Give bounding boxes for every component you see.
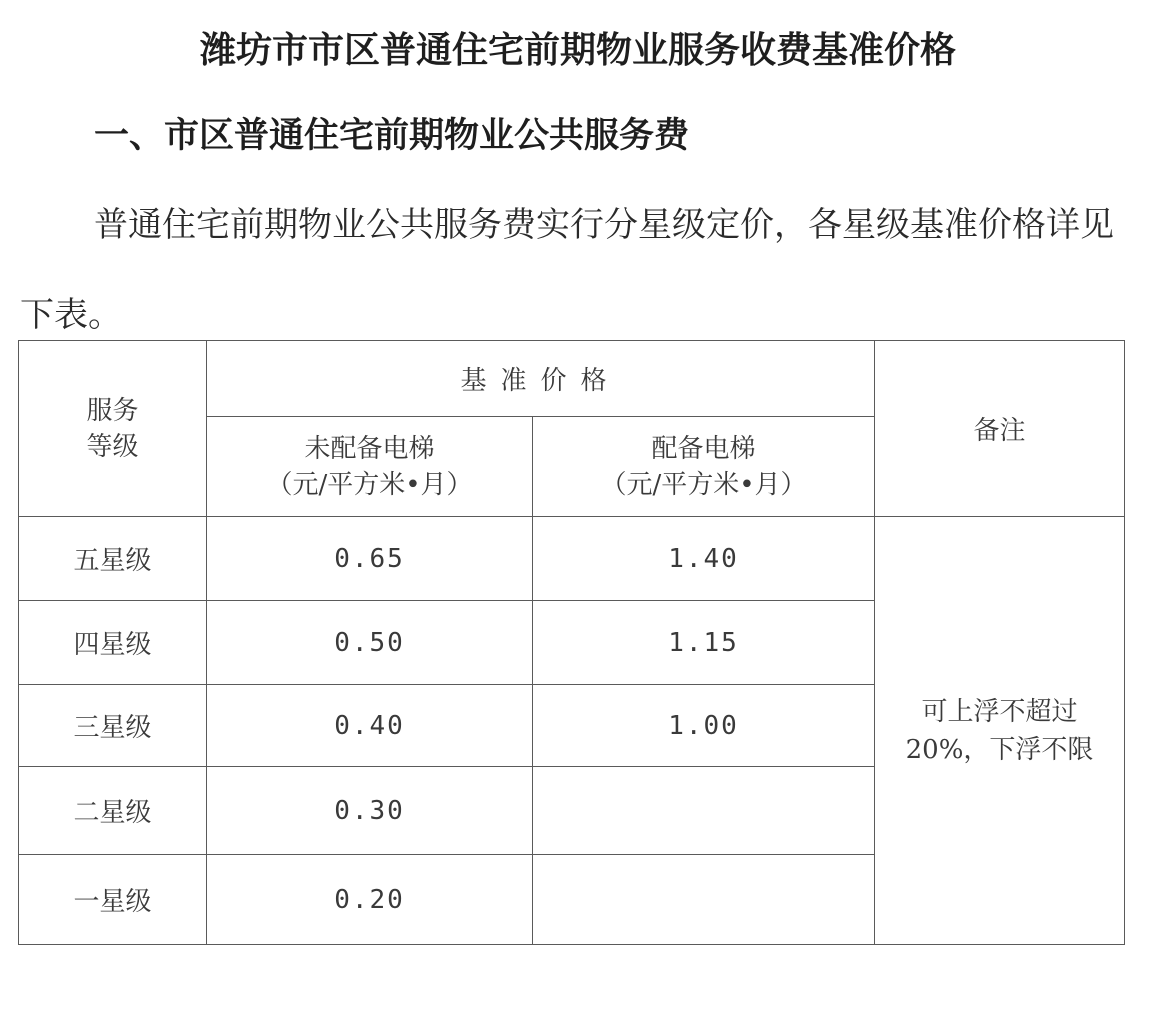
grade-cell: 三星级 xyxy=(19,685,207,767)
section-heading: 一、市区普通住宅前期物业公共服务费 xyxy=(94,115,690,156)
header-with-elevator-line2: （元/平方米•月） xyxy=(600,469,807,500)
intro-paragraph-text: 普通住宅前期物业公共服务费实行分星级定价，各星级基准价格详见下表。 xyxy=(20,205,1114,335)
header-grade-line1: 服务 xyxy=(86,395,139,426)
header-base-price-label: 基准价格 xyxy=(460,366,621,396)
header-with-elevator-line1: 配备电梯 xyxy=(651,433,756,464)
header-grade-line2: 等级 xyxy=(86,431,139,462)
grade-cell: 二星级 xyxy=(19,767,207,855)
header-no-elevator-line1: 未配备电梯 xyxy=(304,433,435,464)
grade-cell: 五星级 xyxy=(19,517,207,601)
document-title: 潍坊市市区普通住宅前期物业服务收费基准价格 xyxy=(199,29,956,71)
with-elevator-price-cell: 1.00 xyxy=(533,685,875,767)
remark-line1: 可上浮不超过 xyxy=(921,696,1078,727)
no-elevator-price-cell: 0.50 xyxy=(207,601,533,685)
header-remark: 备注 xyxy=(875,341,1125,517)
header-no-elevator-line2: （元/平方米•月） xyxy=(266,469,473,500)
with-elevator-price-cell xyxy=(533,767,875,855)
no-elevator-price-cell: 0.65 xyxy=(207,517,533,601)
remark-cell xyxy=(875,517,1125,945)
grade-cell: 四星级 xyxy=(19,601,207,685)
price-table xyxy=(18,340,1125,945)
table-row xyxy=(19,517,1125,601)
with-elevator-price-cell xyxy=(533,855,875,945)
no-elevator-price-cell: 0.40 xyxy=(207,685,533,767)
header-service-grade xyxy=(19,341,207,517)
grade-cell: 一星级 xyxy=(19,855,207,945)
header-no-elevator xyxy=(207,417,533,517)
intro-paragraph xyxy=(20,180,1132,360)
with-elevator-price-cell: 1.40 xyxy=(533,517,875,601)
remark-line2: 20%，下浮不限 xyxy=(905,734,1094,765)
header-base-price xyxy=(207,341,875,417)
header-with-elevator xyxy=(533,417,875,517)
no-elevator-price-cell: 0.20 xyxy=(207,855,533,945)
no-elevator-price-cell: 0.30 xyxy=(207,767,533,855)
with-elevator-price-cell: 1.15 xyxy=(533,601,875,685)
table-header-row-1 xyxy=(19,341,1125,417)
